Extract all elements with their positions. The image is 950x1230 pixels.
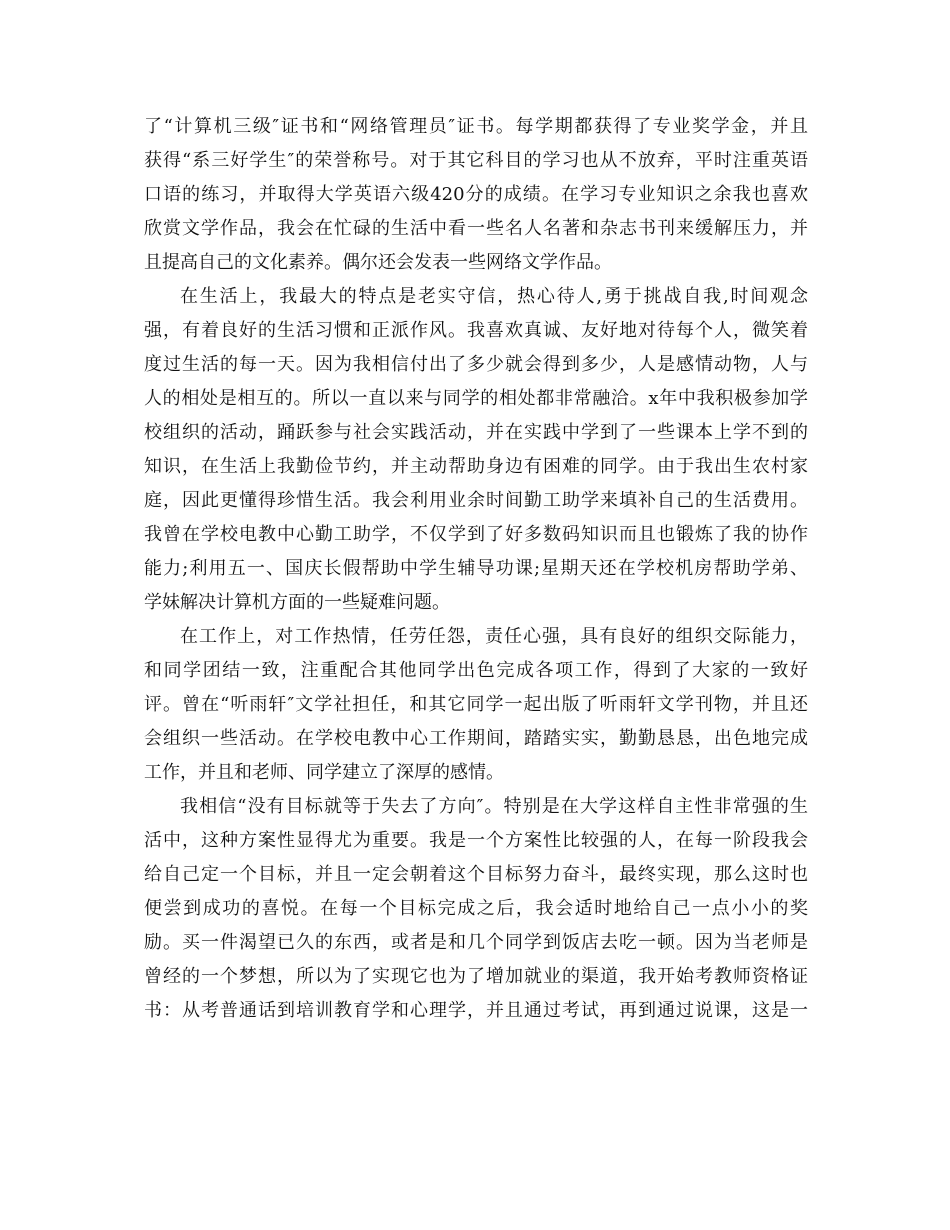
- text-line: 欣赏文学作品，我会在忙碌的生活中看一些名人名著和杂志书刊来缓解压力，并: [144, 218, 808, 239]
- text-line: 给自己定一个目标，并且一定会朝着这个目标努力奋斗，最终实现，那么这时也: [144, 864, 808, 885]
- text-line: 且提高自己的文化素养。偶尔还会发表一些网络文学作品。: [144, 252, 612, 273]
- text-line: 活中，这种方案性显得尤为重要。我是一个方案性比较强的人，在每一阶段我会: [144, 830, 808, 851]
- paragraph: [144, 790, 808, 1028]
- text-line: 能力;利用五一、国庆长假帮助中学生辅导功课;星期天还在学校机房帮助学弟、: [144, 558, 808, 579]
- text-line: 知识，在生活上我勤俭节约，并主动帮助身边有困难的同学。由于我出生农村家: [144, 456, 808, 477]
- text-line: 学妹解决计算机方面的一些疑难问题。: [144, 592, 450, 613]
- text-line: 评。曾在“听雨轩″文学社担任，和其它同学一起出版了听雨轩文学刊物，并且还: [144, 694, 808, 715]
- paragraph: [144, 620, 808, 790]
- text-line: 口语的练习，并取得大学英语六级420分的成绩。在学习专业知识之余我也喜欢: [144, 184, 808, 205]
- text-line: 在工作上，对工作热情，任劳任怨，责任心强，具有良好的组织交际能力，: [180, 626, 808, 647]
- text-line: 我曾在学校电教中心勤工助学，不仅学到了好多数码知识而且也锻炼了我的协作: [144, 524, 808, 545]
- text-line: 在生活上，我最大的特点是老实守信，热心待人,勇于挑战自我,时间观念: [180, 286, 808, 307]
- paragraph: [144, 110, 808, 280]
- text-line: 会组织一些活动。在学校电教中心工作期间，踏踏实实，勤勤恳恳，出色地完成: [144, 728, 808, 749]
- text-line: 便尝到成功的喜悦。在每一个目标完成之后，我会适时地给自己一点小小的奖: [144, 898, 808, 919]
- text-line: 校组织的活动，踊跃参与社会实践活动，并在实践中学到了一些课本上学不到的: [144, 422, 808, 443]
- text-line: 人的相处是相互的。所以一直以来与同学的相处都非常融洽。x年中我积极参加学: [144, 388, 808, 409]
- text-line: 和同学团结一致，注重配合其他同学出色完成各项工作，得到了大家的一致好: [144, 660, 808, 681]
- text-line: 强，有着良好的生活习惯和正派作风。我喜欢真诚、友好地对待每个人，微笑着: [144, 320, 808, 341]
- text-line: 励。买一件渴望已久的东西，或者是和几个同学到饭店去吃一顿。因为当老师是: [144, 932, 808, 953]
- text-line: 庭，因此更懂得珍惜生活。我会利用业余时间勤工助学来填补自己的生活费用。: [144, 490, 808, 511]
- text-line: 度过生活的每一天。因为我相信付出了多少就会得到多少，人是感情动物，人与: [144, 354, 808, 375]
- document-body: [144, 110, 808, 1028]
- text-line: 工作，并且和老师、同学建立了深厚的感情。: [144, 762, 504, 783]
- paragraph: [144, 280, 808, 620]
- text-line: 我相信“没有目标就等于失去了方向″。特别是在大学这样自主性非常强的生: [180, 796, 808, 817]
- text-line: 曾经的一个梦想，所以为了实现它也为了增加就业的渠道，我开始考教师资格证: [144, 966, 808, 987]
- text-line: 书：从考普通话到培训教育学和心理学，并且通过考试，再到通过说课，这是一: [144, 1000, 808, 1021]
- text-line: 了“计算机三级″证书和“网络管理员″证书。每学期都获得了专业奖学金，并且: [144, 116, 808, 137]
- text-line: 获得“系三好学生″的荣誉称号。对于其它科目的学习也从不放弃，平时注重英语: [144, 150, 808, 171]
